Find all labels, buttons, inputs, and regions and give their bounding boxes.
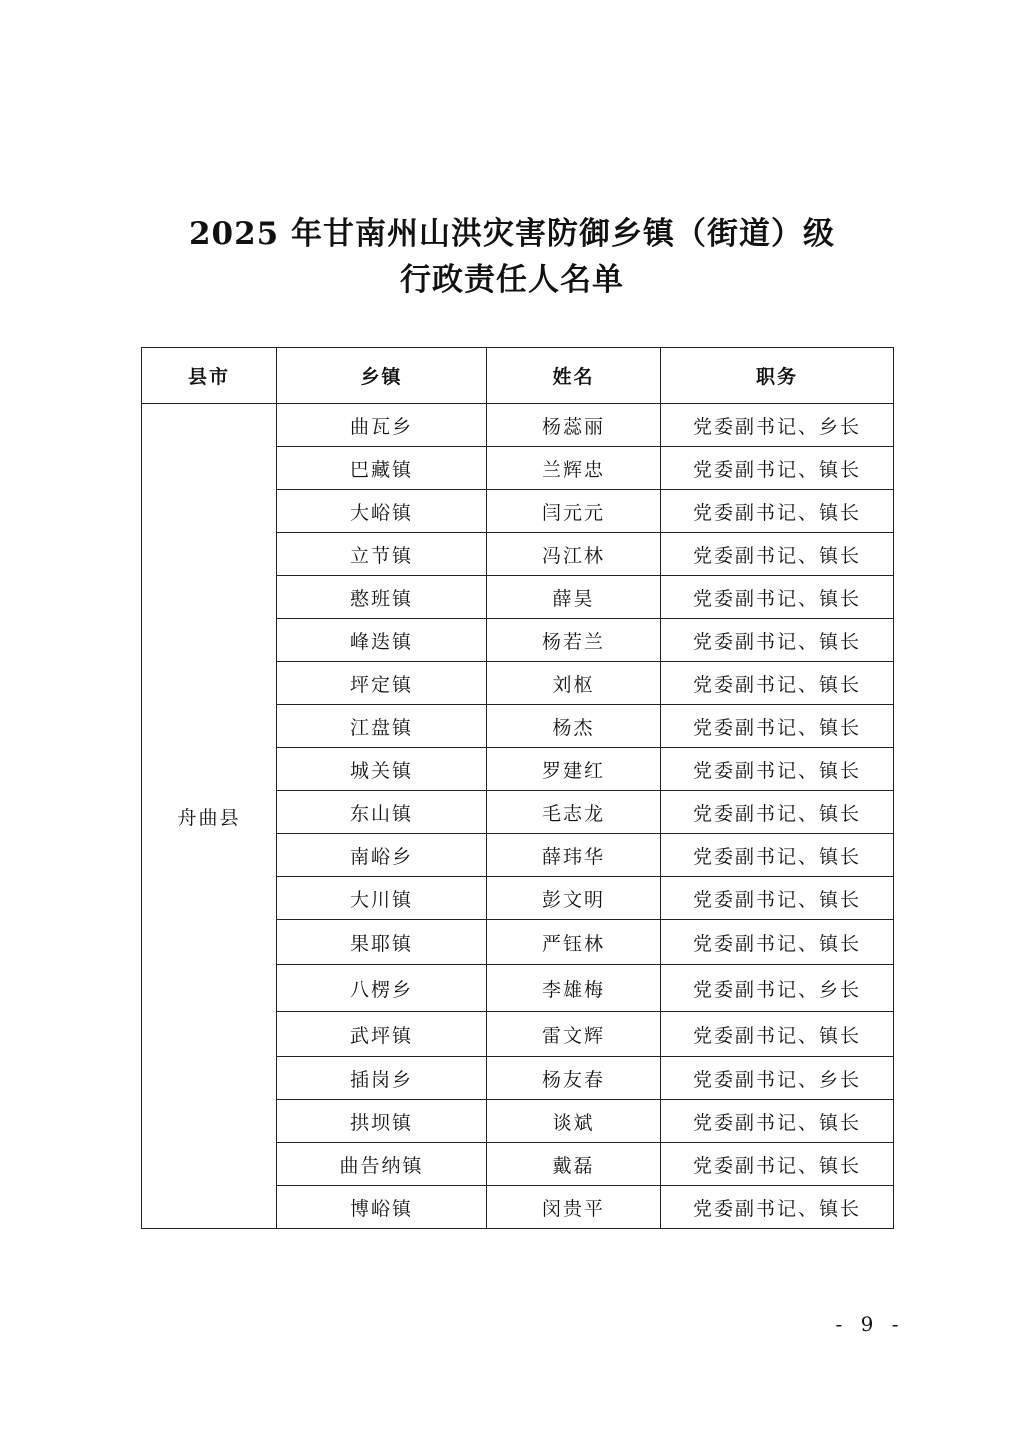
- post-cell: 党委副书记、乡长: [661, 404, 894, 447]
- county-cell: 舟曲县: [142, 404, 277, 1229]
- town-cell: 武坪镇: [277, 1012, 487, 1057]
- name-cell: 闫元元: [487, 490, 661, 533]
- town-cell: 曲瓦乡: [277, 404, 487, 447]
- post-cell: 党委副书记、镇长: [661, 877, 894, 920]
- town-cell: 城关镇: [277, 748, 487, 791]
- page-number: - 9 -: [835, 1312, 905, 1336]
- town-cell: 拱坝镇: [277, 1100, 487, 1143]
- header-town: 乡镇: [277, 348, 487, 404]
- post-cell: 党委副书记、镇长: [661, 490, 894, 533]
- name-cell: 戴磊: [487, 1143, 661, 1186]
- post-cell: 党委副书记、乡长: [661, 965, 894, 1012]
- post-cell: 党委副书记、镇长: [661, 1143, 894, 1186]
- post-cell: 党委副书记、乡长: [661, 1057, 894, 1100]
- name-cell: 雷文辉: [487, 1012, 661, 1057]
- town-cell: 憨班镇: [277, 576, 487, 619]
- post-cell: 党委副书记、镇长: [661, 834, 894, 877]
- name-cell: 冯江林: [487, 533, 661, 576]
- town-cell: 曲告纳镇: [277, 1143, 487, 1186]
- town-cell: 大川镇: [277, 877, 487, 920]
- post-cell: 党委副书记、镇长: [661, 1100, 894, 1143]
- name-cell: 杨蕊丽: [487, 404, 661, 447]
- header-name: 姓名: [487, 348, 661, 404]
- post-cell: 党委副书记、镇长: [661, 662, 894, 705]
- name-cell: 李雄梅: [487, 965, 661, 1012]
- town-cell: 坪定镇: [277, 662, 487, 705]
- responsibility-roster-table: [141, 347, 894, 1229]
- town-cell: 东山镇: [277, 791, 487, 834]
- header-county: 县市: [142, 348, 277, 404]
- post-cell: 党委副书记、镇长: [661, 1012, 894, 1057]
- name-cell: 杨友春: [487, 1057, 661, 1100]
- name-cell: 杨杰: [487, 705, 661, 748]
- post-cell: 党委副书记、镇长: [661, 748, 894, 791]
- header-post: 职务: [661, 348, 894, 404]
- post-cell: 党委副书记、镇长: [661, 1186, 894, 1229]
- table-body: [142, 404, 894, 1229]
- post-cell: 党委副书记、镇长: [661, 791, 894, 834]
- name-cell: 刘枢: [487, 662, 661, 705]
- town-cell: 插岗乡: [277, 1057, 487, 1100]
- post-cell: 党委副书记、镇长: [661, 619, 894, 662]
- town-cell: 大峪镇: [277, 490, 487, 533]
- post-cell: 党委副书记、镇长: [661, 705, 894, 748]
- document-title-line-1: 2025 年甘南州山洪灾害防御乡镇（街道）级: [188, 216, 836, 252]
- name-cell: 谈斌: [487, 1100, 661, 1143]
- name-cell: 薛玮华: [487, 834, 661, 877]
- name-cell: 彭文明: [487, 877, 661, 920]
- post-cell: 党委副书记、镇长: [661, 576, 894, 619]
- table-row: [142, 404, 894, 447]
- name-cell: 罗建红: [487, 748, 661, 791]
- name-cell: 毛志龙: [487, 791, 661, 834]
- town-cell: 八楞乡: [277, 965, 487, 1012]
- town-cell: 江盘镇: [277, 705, 487, 748]
- town-cell: 立节镇: [277, 533, 487, 576]
- name-cell: 严钰林: [487, 920, 661, 965]
- name-cell: 杨若兰: [487, 619, 661, 662]
- town-cell: 果耶镇: [277, 920, 487, 965]
- table-header-row: [142, 348, 894, 404]
- name-cell: 薛昊: [487, 576, 661, 619]
- town-cell: 峰迭镇: [277, 619, 487, 662]
- name-cell: 闵贵平: [487, 1186, 661, 1229]
- town-cell: 博峪镇: [277, 1186, 487, 1229]
- post-cell: 党委副书记、镇长: [661, 920, 894, 965]
- post-cell: 党委副书记、镇长: [661, 447, 894, 490]
- post-cell: 党委副书记、镇长: [661, 533, 894, 576]
- town-cell: 南峪乡: [277, 834, 487, 877]
- town-cell: 巴藏镇: [277, 447, 487, 490]
- name-cell: 兰辉忠: [487, 447, 661, 490]
- document-title-line-2: 行政责任人名单: [400, 262, 624, 298]
